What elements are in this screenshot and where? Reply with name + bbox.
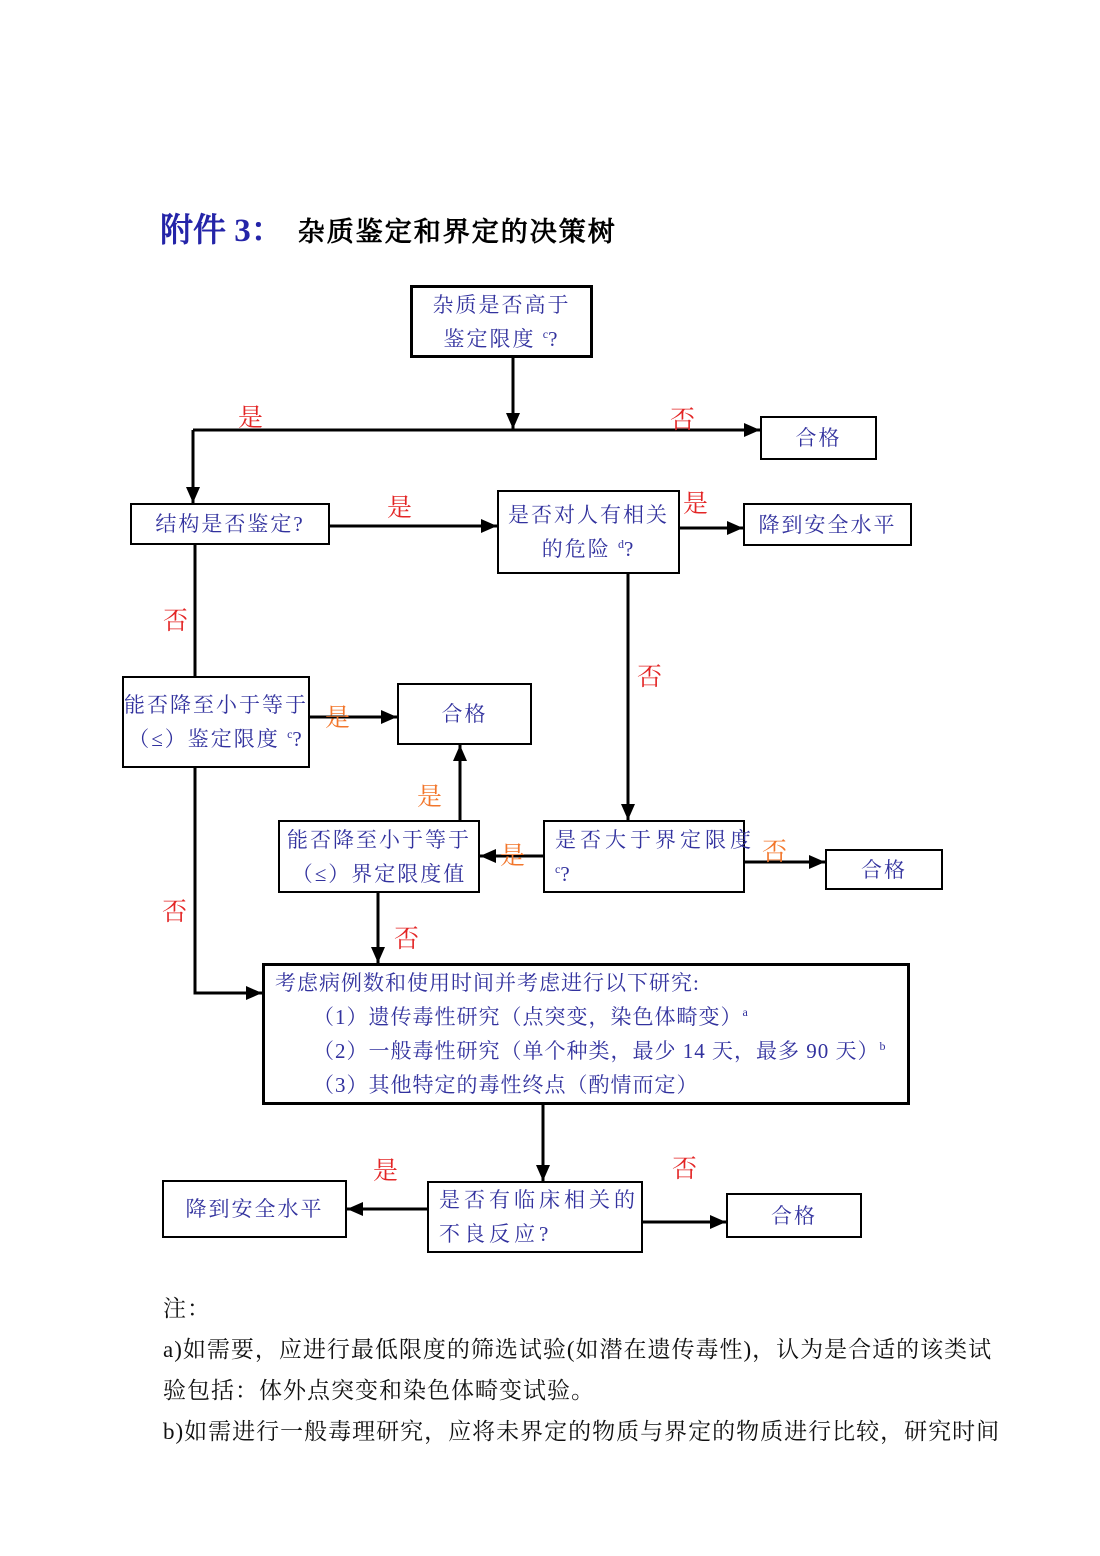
node-text-line: 能否降至小于等于 xyxy=(124,693,308,717)
node-text-line: 考虑病例数和使用时间并考虑进行以下研究: xyxy=(275,971,700,995)
title-text: 杂质鉴定和界定的决策树 xyxy=(297,217,617,247)
node-text-line: （2）一般毒性研究（单个种类，最少 14 天，最多 90 天）$^b$ xyxy=(313,1039,886,1063)
edge-q6-yes-to-q5-arrowhead xyxy=(480,849,496,863)
node-text-line: 是否对人有相关 xyxy=(508,503,669,527)
node-qualified-mid-left xyxy=(397,683,532,745)
edge-q7-yes-to-reduce-bottom-arrowhead xyxy=(347,1202,363,1216)
label-q7-yes: 是 xyxy=(373,1158,399,1185)
note-line: 注： xyxy=(163,1296,211,1321)
label-q2-yes: 是 xyxy=(387,495,413,522)
label-q6-yes: 是 xyxy=(500,843,526,870)
edge-q3-no-to-q6-arrowhead xyxy=(621,804,635,820)
note-line: b)如需进行一般毒理研究，应将未界定的物质与界定的物质进行比较，研究时间 xyxy=(163,1419,1001,1444)
edge-q6-no-to-qualified-mid-right-arrowhead xyxy=(809,855,825,869)
node-text-line: （≤）鉴定限度 $^c$? xyxy=(128,727,304,751)
node-text-line: 的危险 $^d$? xyxy=(541,537,636,561)
node-relevant-human-risk xyxy=(497,490,680,574)
edge-q4-yes-to-qualified-mid-left-arrowhead xyxy=(381,710,397,724)
node-structure-identified xyxy=(130,503,330,545)
title-attachment-label: 附件 3： xyxy=(160,213,284,249)
edge-q5-yes-up-to-qualified-arrowhead xyxy=(453,745,467,761)
edge-q7-no-to-qualified-bottom-arrowhead xyxy=(710,1215,726,1229)
node-text-line: （3）其他特定的毒性终点（酌情而定） xyxy=(313,1073,699,1097)
edge-q4-no-to-studies xyxy=(195,768,262,993)
notes xyxy=(163,1288,1001,1452)
label-q7-no: 否 xyxy=(672,1156,698,1183)
node-reduce-to-safe-level-bottom xyxy=(162,1180,347,1238)
node-text-line: 是否大于界定限度 xyxy=(555,827,755,852)
edge-junction-no-to-qualified-top-arrowhead xyxy=(744,423,760,437)
label-q5-yes-up: 是 xyxy=(417,784,443,811)
edge-studies-to-q7-arrowhead xyxy=(536,1165,550,1181)
node-text-line: 降到安全水平 xyxy=(185,1197,324,1221)
label-q4-no: 否 xyxy=(162,899,188,926)
label-q4-yes: 是 xyxy=(325,705,351,732)
node-text-line: （≤）界定限度值 xyxy=(291,861,467,886)
node-text-line: 杂质是否高于 xyxy=(432,292,571,317)
label-q5-no: 否 xyxy=(394,926,420,953)
node-above-qualification-threshold xyxy=(543,820,755,893)
label-q1-yes: 是 xyxy=(238,405,264,432)
node-text-line: 合格 xyxy=(771,1203,817,1228)
node-reduce-to-safe-level-top xyxy=(743,503,912,546)
node-reduce-below-identification-threshold xyxy=(122,676,310,768)
node-text-line: （1）遗传毒性研究（点突变，染色体畸变）$^a$ xyxy=(313,1005,748,1029)
node-reduce-below-qualification-threshold xyxy=(278,820,480,893)
label-q1-no: 否 xyxy=(670,407,696,434)
node-text-line: 能否降至小于等于 xyxy=(287,827,471,852)
node-text-line: 合格 xyxy=(861,857,907,882)
edge-q3-yes-to-reduce-top-arrowhead xyxy=(727,521,743,535)
edge-q2-yes-to-q3-arrowhead xyxy=(481,519,497,533)
label-q3-no: 否 xyxy=(637,664,663,691)
edge-q4-no-to-studies-arrowhead xyxy=(246,986,262,1000)
edge-q1-down-arrowhead xyxy=(506,413,520,429)
edge-junction-yes-to-q2-arrowhead xyxy=(186,487,200,503)
node-text-line: $^c$? xyxy=(555,861,574,886)
node-text-line: 合格 xyxy=(441,702,488,726)
node-qualified-mid-right xyxy=(825,849,943,890)
node-qualified-top xyxy=(760,416,877,460)
node-text-line: 降到安全水平 xyxy=(758,512,897,537)
node-text-line: 结构是否鉴定? xyxy=(155,512,305,536)
label-q3-yes: 是 xyxy=(683,491,709,518)
note-line: 验包括：体外点突变和染色体畸变试验。 xyxy=(163,1378,595,1403)
node-consider-studies xyxy=(262,963,910,1105)
label-q2-no: 否 xyxy=(163,608,189,635)
node-text-line: 是否有临床相关的 xyxy=(439,1188,639,1212)
note-line: a)如需要，应进行最低限度的筛选试验(如潜在遗传毒性)，认为是合适的该类试 xyxy=(163,1337,993,1362)
node-text-line: 鉴定限度 $^c$? xyxy=(443,326,560,351)
node-text-line: 合格 xyxy=(795,426,842,450)
node-impurity-above-identification-threshold xyxy=(410,285,593,358)
node-clinical-adverse-effects xyxy=(427,1181,643,1253)
node-qualified-bottom xyxy=(726,1193,862,1238)
node-text-line: 不良反应? xyxy=(439,1222,553,1246)
edge-q5-no-to-studies-arrowhead xyxy=(371,947,385,963)
label-q6-no: 否 xyxy=(762,839,788,866)
